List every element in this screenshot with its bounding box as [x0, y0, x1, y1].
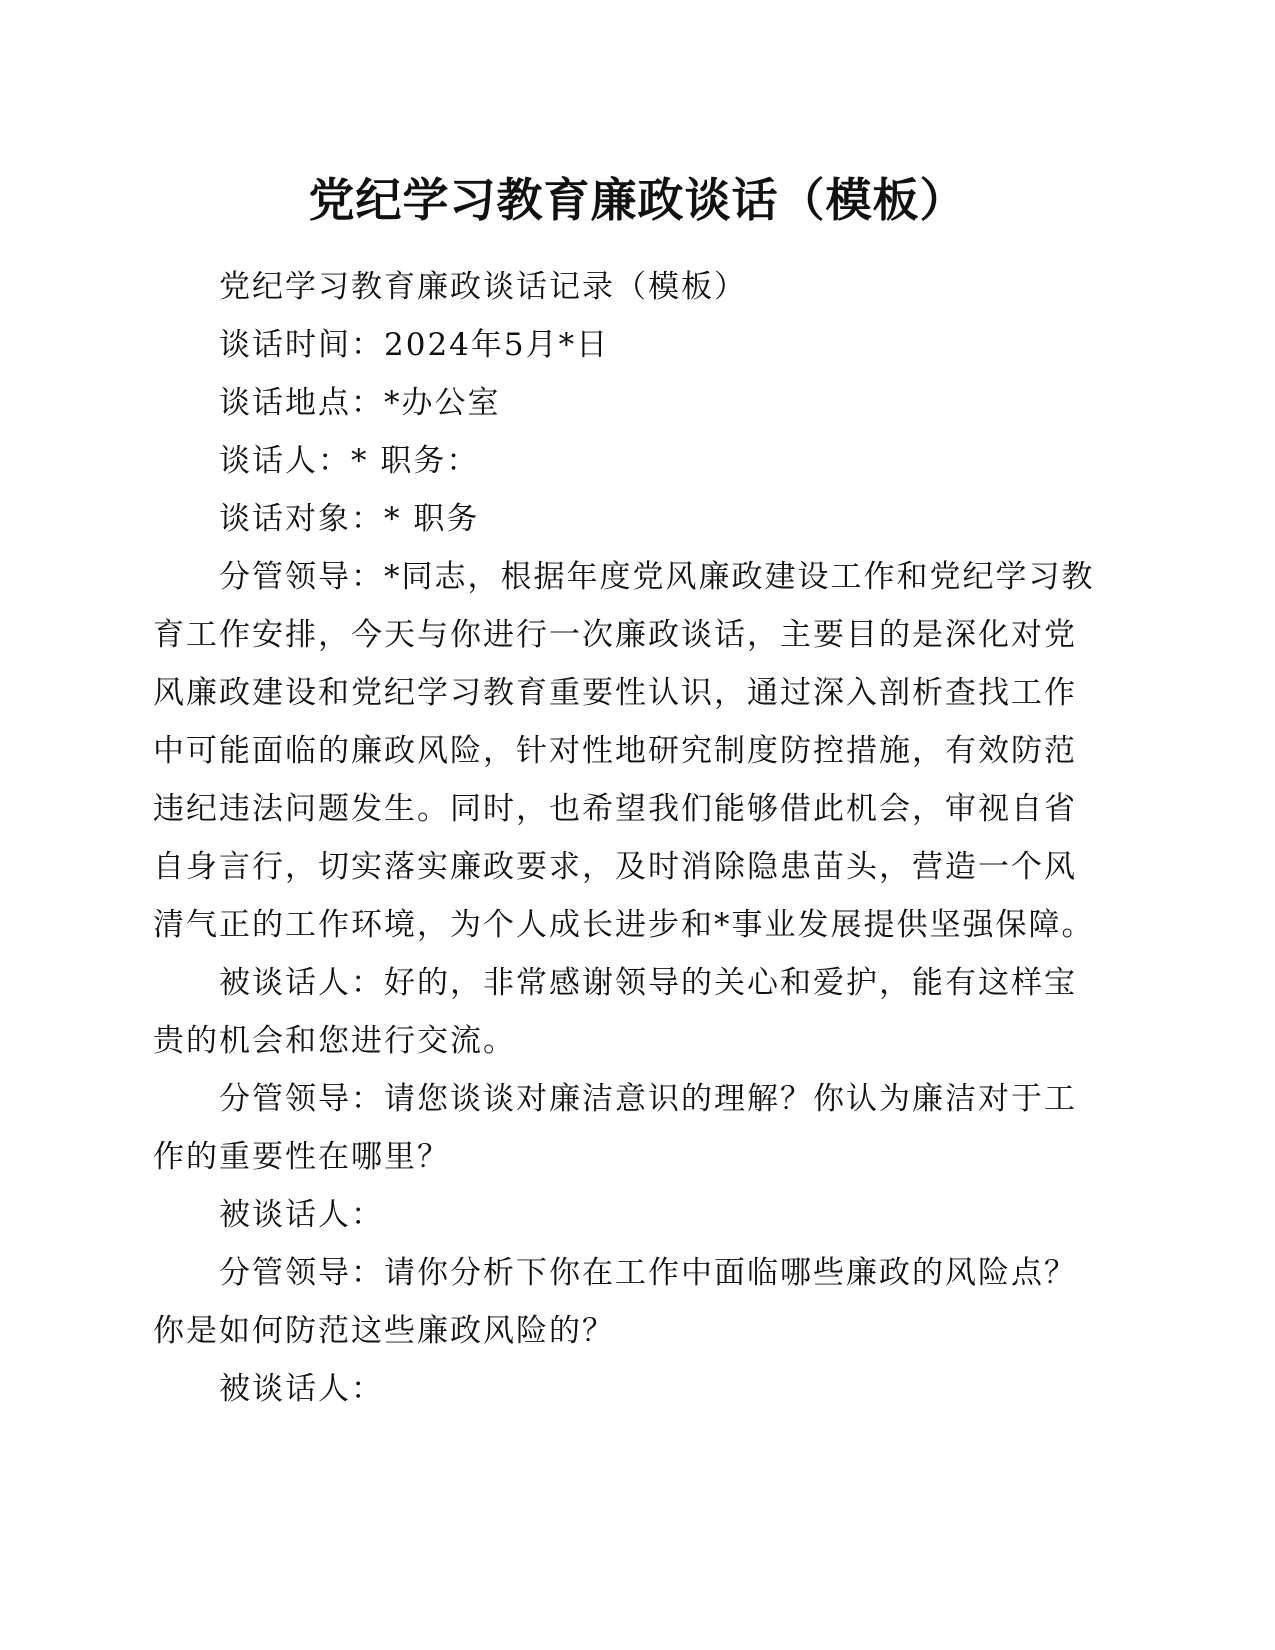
paragraph-talk-place: 谈话地点：*办公室 — [219, 385, 501, 421]
paragraph-leader-question-2: 分管领导：请你分析下你在工作中面临哪些廉政的风险点？你是如何防范这些廉政风险的？ — [153, 1255, 1077, 1349]
paragraph-interviewee-answer-2: 被谈话人： — [219, 1371, 384, 1407]
paragraph-interviewee-reply: 被谈话人：好的，非常感谢领导的关心和爱护，能有这样宝贵的机会和您进行交流。 — [153, 965, 1077, 1059]
paragraph-talk-target: 谈话对象：* 职务 — [219, 501, 480, 537]
paragraph-talker: 谈话人：* 职务： — [219, 443, 480, 479]
paragraph-talk-time: 谈话时间：2024年5月*日 — [219, 327, 610, 363]
paragraph-leader-question-1: 分管领导：请您谈谈对廉洁意识的理解？你认为廉洁对于工作的重要性在哪里？ — [153, 1081, 1077, 1175]
paragraph-interviewee-answer-1: 被谈话人： — [219, 1197, 384, 1233]
document-body — [153, 258, 1108, 1418]
paragraph-leader-opening: 分管领导：*同志，根据年度党风廉政建设工作和党纪学习教育工作安排，今天与你进行一次廉政谈话，主要目的是深化对党风廉政建设和党纪学习教育重要性认识，通过深入剖析查找工作中可能面临的廉政风险，针对性地研究制度防控措施，有效防范违纪违法问题发生。同时，也希望我们能够借此机会，审视自省自身言行，切实落实廉政要求，及时消除隐患苗头，营造一个风清气正的工作环境，为个人成长进步和*事业发展提供坚强保障。 — [153, 559, 1095, 943]
document-title: 党纪学习教育廉政谈话（模板） — [308, 173, 967, 227]
paragraph-record-heading: 党纪学习教育廉政谈话记录（模板） — [219, 269, 747, 305]
